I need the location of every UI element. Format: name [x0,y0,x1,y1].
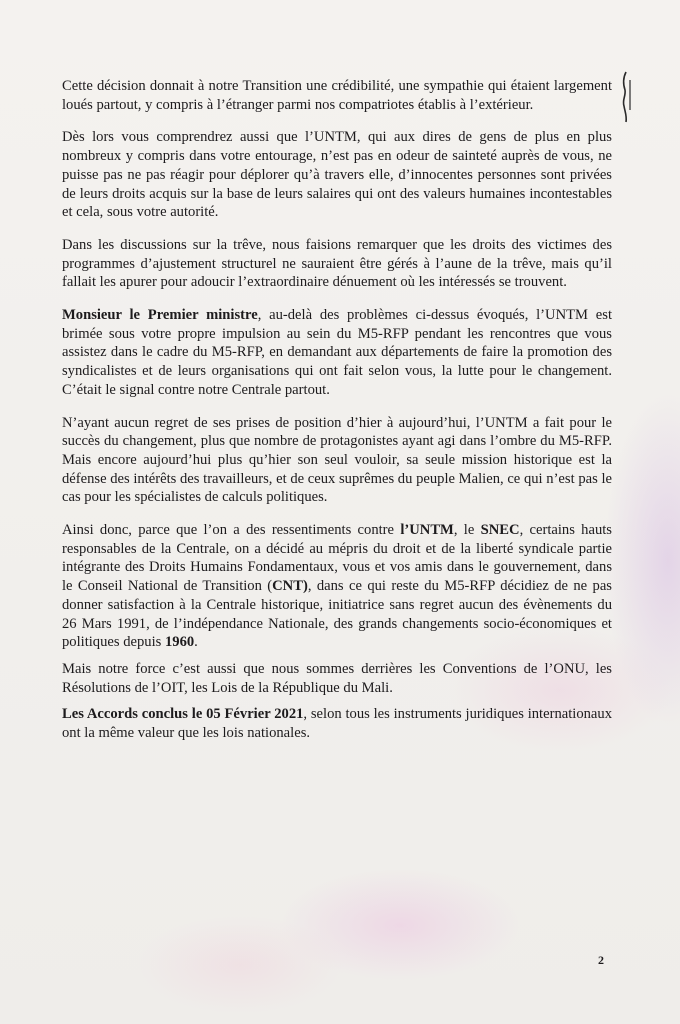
snec-bold: SNEC [480,522,520,539]
paragraph-7: Mais notre force c’est aussi que nous sommes derrières les Conventions de l’ONU, les Résolutions de l’OIT, les Lois de la République du Mali. [62,660,612,696]
year-1960-bold: 1960 [164,634,195,651]
paragraph-8 [62,705,612,742]
paragraph-4 [62,306,612,400]
salutation-bold: Monsieur le Premier ministre [62,307,258,324]
paragraph-3: Dans les discussions sur la trêve, nous faisions remarquer que les droits des victimes des programmes d’ajustement structurel ne sauraient être gérés à l’aune de la trêve, mais qu’il fallait les apurer pour adoucir l’extraordinaire dénuement où les intéressés se trouvent. [62,236,612,291]
paragraph-6-part-a: Ainsi donc, parce que l’on a des ressentiments contre [62,522,401,539]
paragraph-6-part-g: , dans ce qui reste du M5-RFP décidiez de ne pas donner satisfaction à la Centrale historique, initiatrice sans regret aucun des évènements du 26 Mars 1991, de l’indépendance Nationale, des grands changements socio-économiques et politiques depuis [62,578,612,651]
letter-body [62,77,612,757]
page-number: 2 [598,953,604,967]
untm-bold: l’UNTM [400,522,454,539]
paragraph-6 [62,521,612,652]
paragraph-2: Dès lors vous comprendrez aussi que l’UNTM, qui aux dires de gens de plus en plus nombreux y compris dans votre entourage, n’est pas en odeur de sainteté auprès de vous, ne puisse pas ne pas réagir pour déplorer qu’à travers elle, d’innocentes personnes sont privées de leurs droits acquis sur la base de leurs salaires qui ont des valeurs humaines incontestables et cela, sous votre autorité. [62,129,612,221]
paragraph-8-text: , selon tous les instruments juridiques internationaux ont la même valeur que les lois nationales. [62,706,612,742]
paragraph-6-part-e: , certains hauts responsables de la Centrale, on a décidé au mépris du droit et de la liberté syndicale partie intégrante des Droits Humains Fondamentaux, vous et vos amis dans le gouvernement, dans le Conseil National de Transition ( [62,522,612,595]
paragraph-4-text: , au-delà des problèmes ci-dessus évoqués, l’UNTM est brimée sous votre propre impulsion au sein du M5-RFP pendant les rencontres que vous assistez dans le cadre du M5-RFP, en demandant aux départements de faire la promotion des syndicalistes et de leurs organisations qui ont fait selon vous, la lutte pour le changement. C’était le signal contre notre Centrale partout. [62,307,612,398]
accords-bold: Les Accords conclus le 05 Février 2021 [62,706,304,723]
cnt-bold: CNT) [272,578,308,595]
paragraph-5: N’ayant aucun regret de ses prises de position d’hier à aujourd’hui, l’UNTM a fait pour le succès du changement, plus que nombre de protagonistes ayant agi dans l’ombre du M5-RFP. Mais encore aujourd’hui plus qu’hier son seul vouloir, sa seule mission historique est la défense des intérêts des travailleurs, et de ceux suprêmes du peuple Malien, ce qui n’est pas le cas pour les spécialistes de calculs politiques. [62,414,612,506]
paragraph-6-part-c: , le [453,522,481,539]
paragraph-1: Cette décision donnait à notre Transition une crédibilité, une sympathie qui étaient largement loués partout, y compris à l’étranger parmi nos compatriotes établis à l’extérieur. [62,78,612,113]
margin-annotation-mark [620,70,634,124]
paragraph-6-end: . [194,634,198,651]
